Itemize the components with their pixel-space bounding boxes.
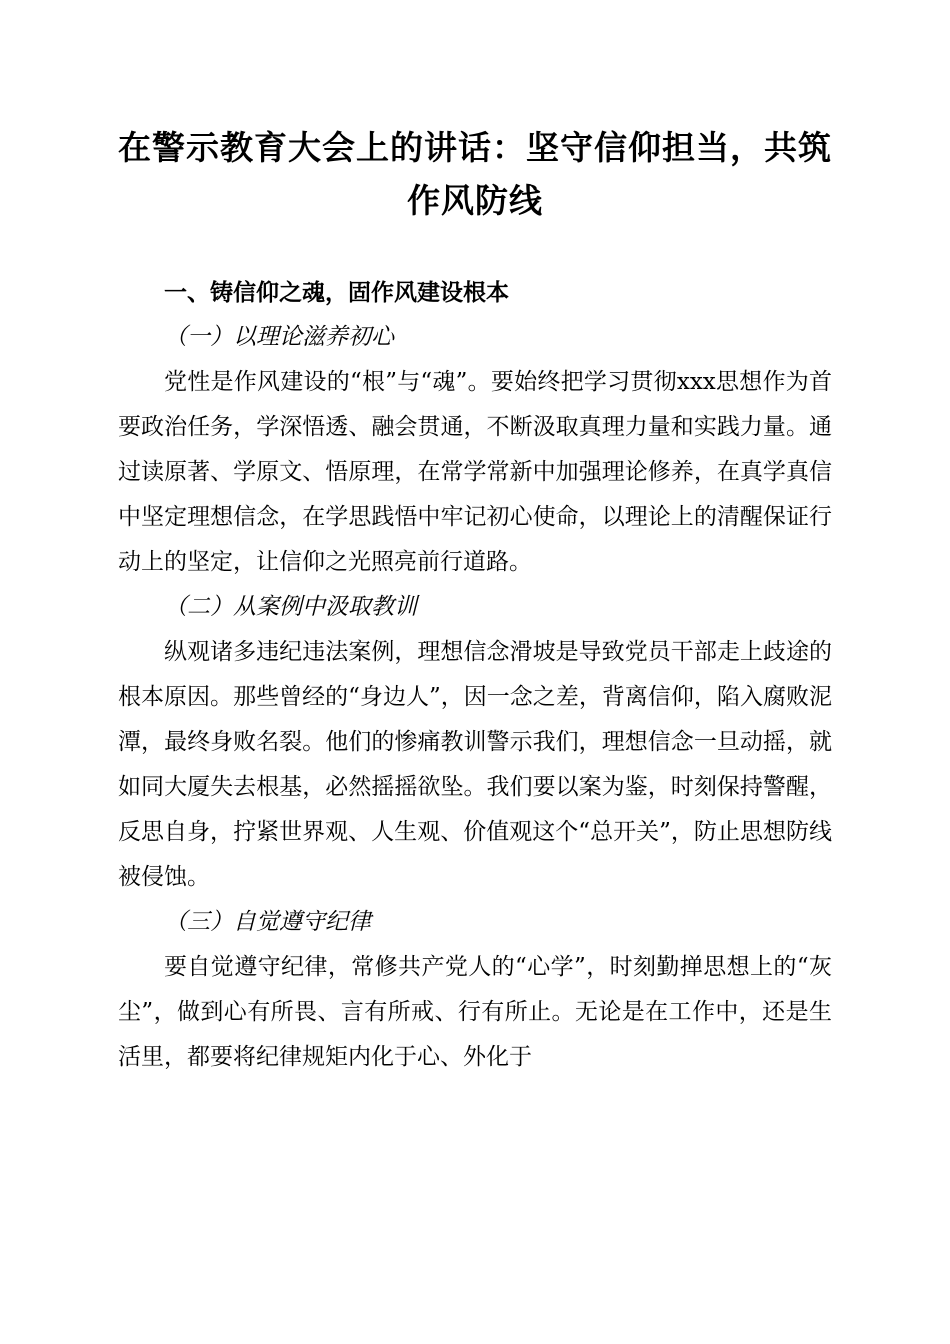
subsection-heading-3: （三）自觉遵守纪律 [164, 908, 371, 935]
body-paragraph-3: 要自觉遵守纪律，常修共产党人的“心学”，时刻勤掸思想上的“灰尘”，做到心有所畏、言有所戒、行有所止。无论是在工作中，还是生活里，都要将纪律规矩内化于心、外化于 [118, 953, 832, 1070]
subsection-heading-1: （一）以理论滋养初心 [164, 323, 394, 350]
section-heading-1: 一、铸信仰之魂，固作风建设根本 [164, 278, 509, 306]
document-title: 在警示教育大会上的讲话：坚守信仰担当，共筑作风防线 [118, 128, 832, 220]
subsection-heading-2: （二）从案例中汲取教训 [164, 593, 417, 620]
body-paragraph-2: 纵观诸多违纪违法案例，理想信念滑坡是导致党员干部走上歧途的根本原因。那些曾经的“身边人”，因一念之差，背离信仰，陷入腐败泥潭，最终身败名裂。他们的惨痛教训警示我们，理想信念一旦动摇，就如同大厦失去根基，必然摇摇欲坠。我们要以案为鉴，时刻保持警醒，反思自身，拧紧世界观、人生观、价值观这个“总开关”，防止思想防线被侵蚀。 [118, 638, 832, 890]
body-paragraph-1: 党性是作风建设的“根”与“魂”。要始终把学习贯彻xxx思想作为首要政治任务，学深悟透、融会贯通，不断汲取真理力量和实践力量。通过读原著、学原文、悟原理，在常学常新中加强理论修养，在真学真信中坚定理想信念，在学思践悟中牢记初心使命，以理论上的清醒保证行动上的坚定，让信仰之光照亮前行道路。 [118, 368, 832, 575]
